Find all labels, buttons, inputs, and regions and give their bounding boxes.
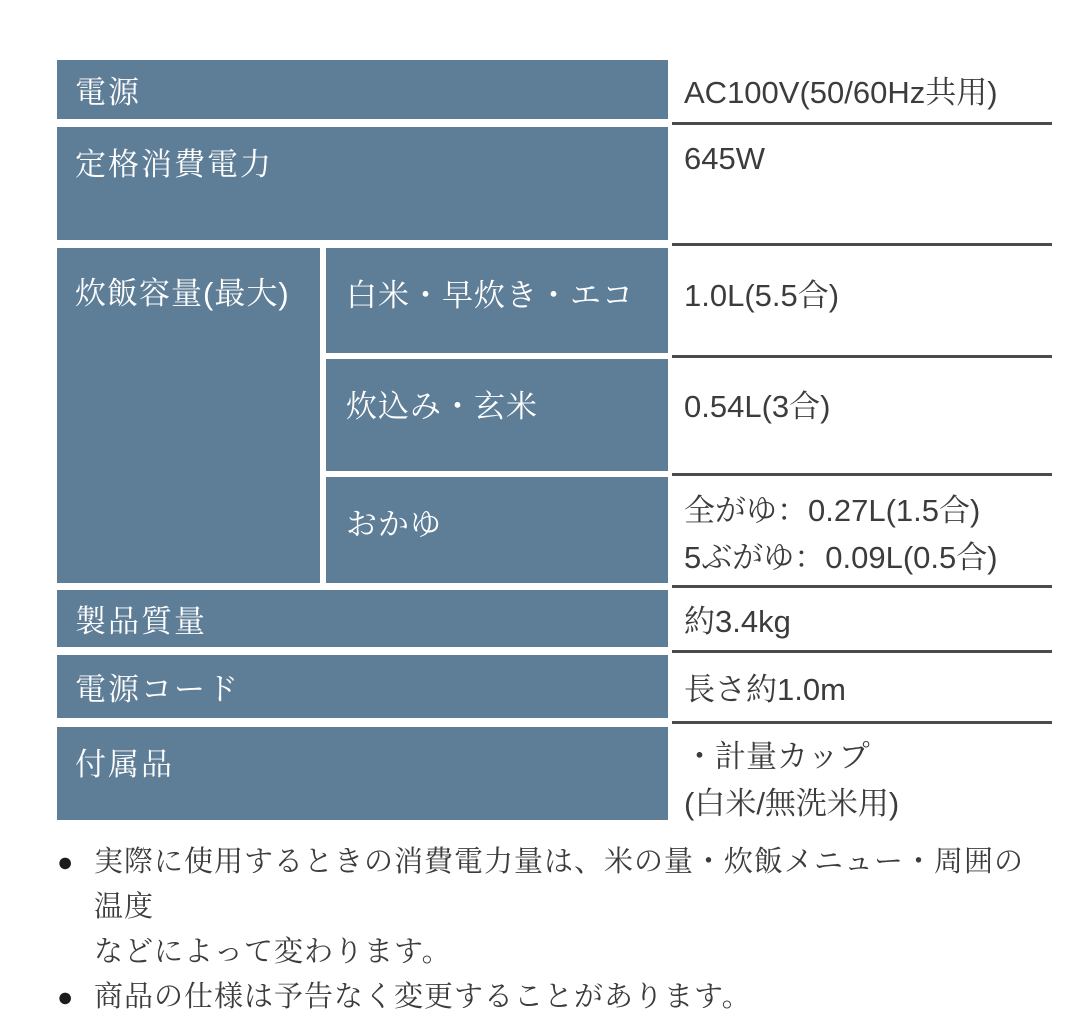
row-divider [57,718,1052,727]
subrow-white-rice [326,248,1052,353]
row-cord [57,655,1052,718]
okayu-label-cell: おかゆ [326,477,668,583]
subrow-okayu [326,477,1052,583]
rated-power-value-cell: 645W [684,141,765,176]
footnote-2-text: 商品の仕様は予告なく変更することがあります。 [94,981,752,1013]
row-power [57,60,1052,119]
row-accessories [57,727,1052,820]
footnote-1-text [94,840,1052,975]
row-divider [57,240,1052,248]
accessories-value-line1: ・計量カップ [684,739,870,774]
divider-line [672,585,1052,588]
row-divider [57,647,1052,655]
spec-table [57,60,1052,820]
footnotes [57,840,1052,1020]
power-value-cell: AC100V(50/60Hz共用) [684,75,998,110]
subrow-takikomi [326,359,1052,471]
footnote-1-line1: 実際に使用するときの消費電力量は、米の量・炊飯メニュー・周囲の温度 [94,846,1025,923]
divider-line [672,721,1052,724]
weight-label-cell: 製品質量 [57,590,668,647]
okayu-value-line1: 全がゆ：0.27L(1.5合) [684,493,981,528]
accessories-value-line2: (白米/無洗米用) [684,786,900,821]
row-weight [57,590,1052,647]
row-rated-power [57,127,1052,240]
capacity-label-cell: 炊飯容量(最大) [57,248,320,583]
takikomi-label-cell: 炊込み・玄米 [326,359,668,471]
footnote-1 [57,840,1052,975]
white-rice-label-cell: 白米・早炊き・エコ [326,248,668,353]
footnote-1-line2: などによって変わります。 [94,936,452,968]
cord-value-cell: 長さ約1.0m [684,672,846,707]
bullet-icon: ● [57,982,75,1012]
weight-value-cell: 約3.4kg [684,604,791,639]
divider-line [672,473,1052,476]
row-capacity-group [57,248,1052,583]
accessories-label-cell: 付属品 [57,727,668,820]
divider-line [672,650,1052,653]
okayu-value-line2: 5ぶがゆ：0.09L(0.5合) [684,540,998,575]
rated-power-label-cell: 定格消費電力 [57,127,668,240]
row-divider [57,119,1052,127]
takikomi-value-cell: 0.54L(3合) [684,389,831,424]
divider-line [672,355,1052,358]
footnote-2 [57,975,1052,1020]
accessories-value-cell [672,727,1052,820]
divider-line [672,122,1052,125]
white-rice-value-cell: 1.0L(5.5合) [684,278,840,313]
divider-line [672,243,1052,246]
power-label-cell: 電源 [57,60,668,119]
bullet-icon: ● [57,847,75,877]
okayu-value-cell [672,477,1052,583]
capacity-subrows [326,248,1052,583]
row-divider [57,583,1052,590]
cord-label-cell: 電源コード [57,655,668,718]
